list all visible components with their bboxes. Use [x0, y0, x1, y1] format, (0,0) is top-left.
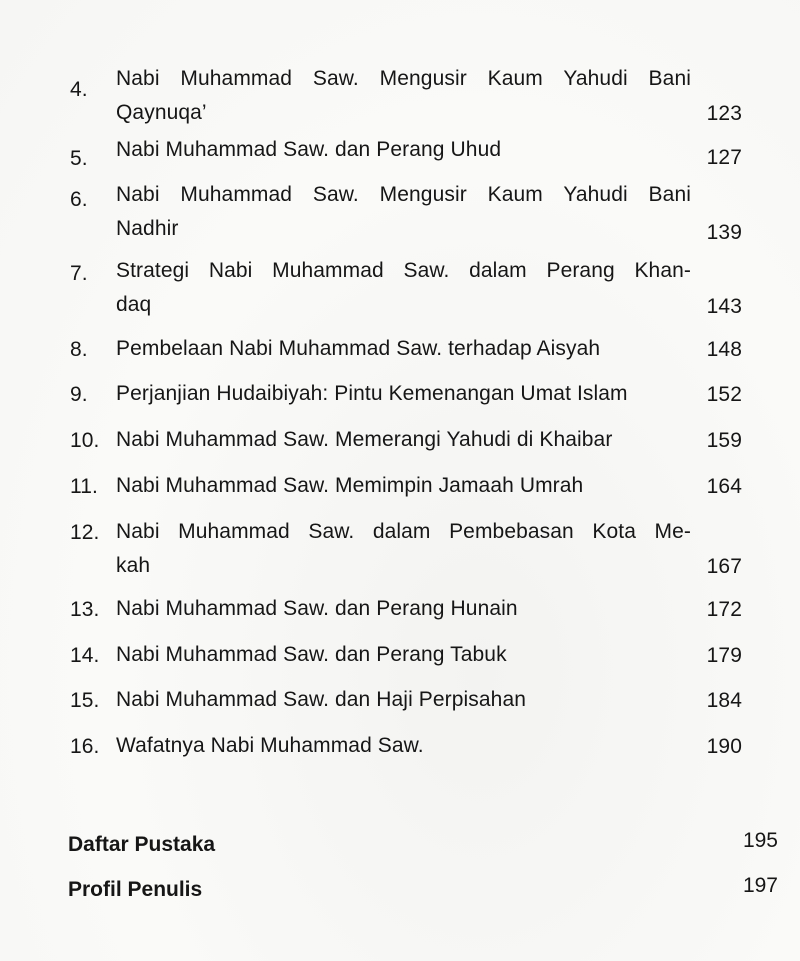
entry-page-number: 143 — [706, 295, 742, 318]
entry-page-number: 190 — [706, 735, 742, 758]
entry-title: Nabi Muhammad Saw. Mengusir Kaum Yahudi Bani Qaynuqa’ — [116, 67, 691, 124]
entry-number: 15. — [70, 689, 100, 712]
entry-title: Nabi Muhammad Saw. dan Perang Tabuk — [116, 643, 507, 666]
entry-title: Nabi Muhammad Saw. Memimpin Jamaah Umrah — [116, 474, 584, 497]
entry-page-number: 179 — [706, 644, 742, 667]
entry-page-number: 172 — [706, 598, 742, 621]
back-matter-title: Daftar Pustaka — [68, 833, 216, 856]
entry-number: 9. — [70, 383, 88, 406]
toc-back-matter-profil-penulis — [68, 874, 778, 902]
entry-title: Nabi Muhammad Saw. dan Haji Perpisahan — [116, 688, 527, 711]
back-matter-page-number: 195 — [742, 829, 778, 852]
back-matter-title: Profil Penulis — [68, 878, 203, 901]
entry-number: 14. — [70, 644, 100, 667]
entry-number: 11. — [70, 475, 98, 498]
entry-number: 8. — [70, 338, 88, 361]
entry-page-number: 152 — [706, 383, 742, 406]
entry-title: Pembelaan Nabi Muhammad Saw. terhadap Aisyah — [116, 337, 601, 360]
entry-title: Wafatnya Nabi Muhammad Saw. — [116, 734, 424, 757]
entry-title: Nabi Muhammad Saw. dalam Pembebasan Kota Me- kah — [116, 520, 691, 577]
entry-title: Perjanjian Hudaibiyah: Pintu Kemenangan Umat Islam — [116, 382, 628, 405]
entry-page-number: 164 — [706, 475, 742, 498]
back-matter-page-number: 197 — [742, 874, 778, 897]
entry-number: 13. — [70, 598, 100, 621]
entry-page-number: 159 — [706, 429, 742, 452]
entry-page-number: 139 — [706, 221, 742, 244]
entry-number: 16. — [70, 735, 100, 758]
entry-number: 4. — [70, 78, 88, 101]
entry-title: Nabi Muhammad Saw. Mengusir Kaum Yahudi Bani Nadhir — [116, 183, 691, 240]
entry-title: Nabi Muhammad Saw. dan Perang Hunain — [116, 597, 518, 620]
entry-number: 7. — [70, 262, 88, 285]
entry-number: 6. — [70, 188, 88, 211]
entry-number: 5. — [70, 147, 88, 170]
entry-page-number: 127 — [706, 146, 742, 169]
entry-number: 12. — [70, 521, 100, 544]
entry-title: Nabi Muhammad Saw. Memerangi Yahudi di Khaibar — [116, 428, 613, 451]
entry-page-number: 148 — [706, 338, 742, 361]
entry-title: Nabi Muhammad Saw. dan Perang Uhud — [116, 138, 502, 161]
entry-page-number: 184 — [706, 689, 742, 712]
entry-title: Strategi Nabi Muhammad Saw. dalam Perang Khan- daq — [116, 259, 691, 316]
entry-number: 10. — [70, 429, 100, 452]
entry-page-number: 123 — [706, 102, 742, 125]
toc-back-matter-daftar-pustaka — [68, 829, 778, 857]
entry-page-number: 167 — [706, 555, 742, 578]
